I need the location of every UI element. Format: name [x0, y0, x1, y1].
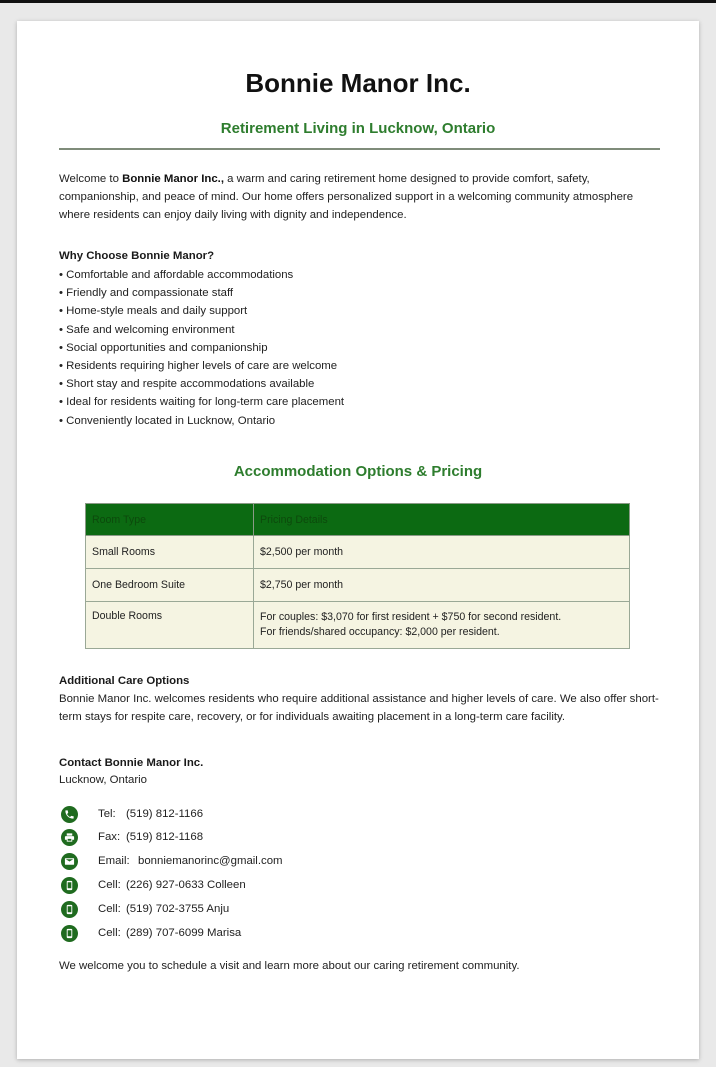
- cell-number[interactable]: (226) 927-0633 Colleen: [126, 879, 246, 891]
- list-item: • Ideal for residents waiting for long-term care placement: [59, 393, 344, 411]
- cell-number[interactable]: (519) 702-3755 Anju: [126, 903, 230, 915]
- contact-row-fax: [61, 828, 203, 846]
- table-header-row: [86, 504, 630, 536]
- contact-label: Cell:: [98, 927, 121, 939]
- contact-label: Email:: [98, 855, 130, 867]
- pricing-line: For friends/shared occupancy: $2,000 per resident.: [260, 626, 500, 638]
- phone-number[interactable]: (519) 812-1166: [126, 808, 204, 820]
- table-row: [86, 569, 630, 602]
- why-title: Why Choose Bonnie Manor?: [59, 250, 215, 262]
- mobile-icon: [61, 925, 78, 942]
- contact-row-cell: [61, 876, 246, 894]
- contact-row-cell: [61, 924, 241, 942]
- mobile-icon: [61, 901, 78, 918]
- header-room-type: Room Type: [86, 504, 254, 536]
- table-row: [86, 602, 630, 649]
- intro-name: Bonnie Manor Inc.,: [122, 173, 224, 185]
- list-item: • Home-style meals and daily support: [59, 302, 344, 320]
- pricing-table: [85, 503, 630, 649]
- contact-row-cell: [61, 900, 229, 918]
- list-item: • Conveniently located in Lucknow, Ontario: [59, 412, 344, 430]
- list-item: • Comfortable and affordable accommodations: [59, 266, 344, 284]
- page-title: Bonnie Manor Inc.: [245, 68, 471, 98]
- contact-row-email: [61, 852, 283, 870]
- closing-text: We welcome you to schedule a visit and learn more about our caring retirement community.: [59, 960, 520, 972]
- page-subtitle: Retirement Living in Lucknow, Ontario: [220, 120, 496, 137]
- email-link[interactable]: bonniemanorinc@gmail.com: [138, 855, 283, 867]
- contact-label: Cell:: [98, 903, 121, 915]
- fax-icon: [61, 829, 78, 846]
- divider: [59, 148, 660, 150]
- list-item: • Social opportunities and companionship: [59, 339, 344, 357]
- cell-number[interactable]: (289) 707-6099 Marisa: [126, 927, 242, 939]
- pricing-title: Accommodation Options & Pricing: [233, 463, 483, 480]
- pricing-cell: $2,500 per month: [254, 536, 630, 569]
- room-type-cell: One Bedroom Suite: [86, 569, 254, 602]
- why-list: [59, 266, 344, 430]
- contact-location: Lucknow, Ontario: [59, 774, 148, 786]
- room-type-cell: Double Rooms: [86, 602, 254, 649]
- pricing-cell: $2,750 per month: [254, 569, 630, 602]
- list-item: • Safe and welcoming environment: [59, 321, 344, 339]
- pricing-cell: [254, 602, 630, 649]
- intro-prefix: Welcome to: [59, 173, 123, 185]
- phone-icon: [61, 806, 78, 823]
- contact-row-tel: [61, 805, 203, 823]
- header-pricing-details: Pricing Details: [254, 504, 630, 536]
- mobile-icon: [61, 877, 78, 894]
- room-type-cell: Small Rooms: [86, 536, 254, 569]
- contact-label: Fax:: [98, 831, 121, 843]
- email-icon: [61, 853, 78, 870]
- contact-label: Tel:: [98, 808, 116, 820]
- intro-paragraph: [59, 170, 659, 224]
- fax-number: (519) 812-1168: [126, 831, 204, 843]
- list-item: • Friendly and compassionate staff: [59, 284, 344, 302]
- pricing-line: For couples: $3,070 for first resident + $750 for second resident.: [260, 611, 562, 623]
- intro-text: a warm and caring retirement home designed to provide comfort, safety, companionship, and peace of mind. Our home offers personalized support in a welcoming community atmosphere where residents can enjoy daily living with dignity and independence.: [59, 173, 634, 221]
- list-item: • Short stay and respite accommodations available: [59, 375, 344, 393]
- top-bar: [0, 0, 716, 3]
- additional-care-text: Bonnie Manor Inc. welcomes residents who require additional assistance and higher levels of care. We also offer short-term stays for respite care, recovery, or for individuals awaiting placement in a long-term care facility.: [59, 693, 659, 723]
- additional-care-title: Additional Care Options: [59, 675, 190, 687]
- list-item: • Residents requiring higher levels of care are welcome: [59, 357, 344, 375]
- table-row: [86, 536, 630, 569]
- contact-title: Contact Bonnie Manor Inc.: [59, 757, 204, 769]
- contact-label: Cell:: [98, 879, 121, 891]
